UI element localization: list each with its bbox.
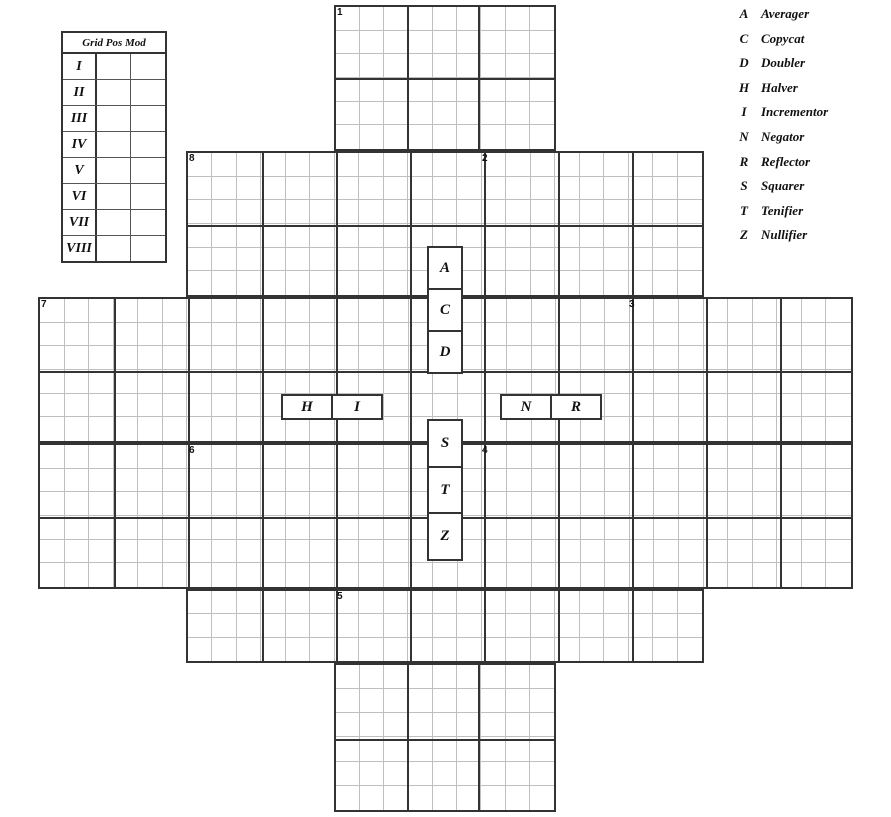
grid-pos-mod-row[interactable] (63, 106, 165, 132)
grid-pos-mod-mod[interactable] (131, 184, 165, 209)
divider-vertical (262, 299, 264, 441)
grid-pos-mod-label: VI (63, 184, 97, 209)
divider-horizontal (336, 739, 554, 741)
module-slot-c[interactable]: C (429, 290, 461, 332)
grid-pos-mod-pos[interactable] (97, 236, 131, 261)
module-slot-h[interactable]: H (283, 396, 333, 418)
divider-vertical (114, 299, 116, 441)
divider-vertical (188, 299, 190, 441)
legend-name: Nullifier (761, 227, 808, 243)
legend-name: Tenifier (761, 202, 804, 218)
divider-vertical (410, 445, 412, 587)
legend-key: I (741, 104, 747, 120)
divider-vertical (410, 153, 412, 295)
grid-pos-mod-pos[interactable] (97, 80, 131, 105)
divider-vertical (780, 445, 782, 587)
clue-number-2: 2 (482, 153, 488, 164)
grid-pos-mod-mod[interactable] (131, 106, 165, 131)
divider-vertical (484, 591, 486, 661)
divider-vertical (706, 445, 708, 587)
legend-name: Copycat (761, 30, 805, 46)
legend-item (735, 203, 885, 228)
divider-vertical (484, 445, 486, 587)
grid-pos-mod-mod[interactable] (131, 132, 165, 157)
module-slot-i[interactable]: I (354, 398, 360, 415)
grid-pos-mod-mod[interactable] (131, 236, 165, 261)
module-strip-left[interactable] (281, 394, 383, 420)
divider-vertical (632, 445, 634, 587)
grid-pos-mod-row[interactable] (63, 54, 165, 80)
legend-name: Squarer (761, 178, 805, 194)
divider-vertical (410, 591, 412, 661)
clue-number-1: 1 (337, 7, 343, 18)
grid-block-bottom-band[interactable] (186, 589, 704, 663)
module-slot-n[interactable]: N (502, 396, 552, 418)
module-strip-bottom[interactable] (427, 419, 463, 561)
grid-pos-mod-title: Grid Pos Mod (63, 33, 165, 54)
legend-key: R (739, 153, 749, 169)
divider-vertical (336, 153, 338, 295)
clue-number-3: 3 (629, 299, 635, 310)
grid-pos-mod-table[interactable] (61, 31, 167, 263)
grid-pos-mod-mod[interactable] (131, 54, 165, 79)
grid-pos-mod-pos[interactable] (97, 54, 131, 79)
legend-item (735, 227, 885, 252)
clue-number-4: 4 (482, 445, 488, 456)
divider-vertical (336, 445, 338, 587)
module-slot-s[interactable]: S (429, 421, 461, 468)
grid-pos-mod-pos[interactable] (97, 106, 131, 131)
clue-number-6: 6 (189, 445, 195, 456)
module-slot-t[interactable]: T (429, 468, 461, 515)
grid-pos-mod-label: I (63, 54, 97, 79)
legend-key: C (739, 30, 749, 46)
legend-key: Z (740, 227, 748, 243)
legend-item (735, 31, 885, 56)
divider-vertical (188, 445, 190, 587)
grid-pos-mod-label: VII (63, 210, 97, 235)
grid-pos-mod-mod[interactable] (131, 210, 165, 235)
legend-name: Incrementor (761, 104, 829, 120)
module-slot-z[interactable]: Z (440, 528, 450, 545)
legend-key: N (739, 128, 749, 144)
divider-vertical (558, 153, 560, 295)
divider-vertical (407, 665, 409, 810)
clue-number-8: 8 (189, 153, 195, 164)
module-legend (735, 6, 885, 252)
divider-vertical (410, 299, 412, 441)
legend-item (735, 6, 885, 31)
divider-vertical (262, 591, 264, 661)
grid-pos-mod-label: IV (63, 132, 97, 157)
grid-pos-mod-mod[interactable] (131, 80, 165, 105)
legend-name: Negator (761, 128, 805, 144)
clue-number-7: 7 (41, 299, 47, 310)
grid-pos-mod-label: II (63, 80, 97, 105)
grid-pos-mod-row[interactable] (63, 210, 165, 236)
divider-vertical (114, 445, 116, 587)
grid-pos-mod-label: V (63, 158, 97, 183)
module-strip-right[interactable] (500, 394, 602, 420)
legend-item (735, 154, 885, 179)
divider-vertical (558, 591, 560, 661)
module-slot-d[interactable]: D (439, 343, 451, 360)
grid-pos-mod-pos[interactable] (97, 210, 131, 235)
grid-cells-south (336, 665, 554, 810)
grid-pos-mod-pos[interactable] (97, 184, 131, 209)
divider-vertical (780, 299, 782, 441)
divider-vertical (262, 445, 264, 587)
divider-vertical (484, 299, 486, 441)
divider-horizontal (336, 78, 554, 80)
divider-vertical (558, 445, 560, 587)
grid-pos-mod-row[interactable] (63, 184, 165, 210)
divider-vertical (478, 665, 480, 810)
module-strip-top[interactable] (427, 246, 463, 374)
legend-item (735, 55, 885, 80)
legend-key: S (740, 178, 748, 194)
legend-name: Averager (761, 6, 810, 21)
legend-item (735, 129, 885, 154)
legend-key: A (739, 6, 749, 21)
legend-item (735, 80, 885, 105)
divider-vertical (262, 153, 264, 295)
legend-key: D (739, 55, 749, 71)
legend-name: Halver (761, 79, 798, 95)
module-slot-r[interactable]: R (570, 398, 581, 415)
divider-vertical (632, 591, 634, 661)
clue-number-5: 5 (337, 591, 343, 602)
legend-key: H (738, 79, 750, 95)
legend-key: T (740, 202, 748, 218)
grid-pos-mod-pos[interactable] (97, 132, 131, 157)
grid-pos-mod-row[interactable] (63, 80, 165, 106)
legend-item (735, 104, 885, 129)
divider-horizontal (188, 225, 702, 227)
grid-pos-mod-label: III (63, 106, 97, 131)
divider-vertical (706, 299, 708, 441)
divider-vertical (632, 153, 634, 295)
module-slot-a[interactable]: A (429, 248, 461, 290)
grid-pos-mod-row[interactable] (63, 158, 165, 184)
divider-vertical (484, 153, 486, 295)
legend-name: Reflector (761, 153, 811, 169)
grid-pos-mod-label: VIII (63, 236, 97, 261)
legend-item (735, 178, 885, 203)
legend-name: Doubler (761, 55, 806, 71)
grid-block-south[interactable] (334, 663, 556, 812)
grid-pos-mod-mod[interactable] (131, 158, 165, 183)
grid-cells-bottom-band (188, 591, 702, 661)
grid-block-north[interactable] (334, 5, 556, 151)
grid-pos-mod-row[interactable] (63, 132, 165, 158)
grid-pos-mod-row[interactable] (63, 236, 165, 261)
grid-pos-mod-pos[interactable] (97, 158, 131, 183)
divider-vertical (632, 299, 634, 441)
